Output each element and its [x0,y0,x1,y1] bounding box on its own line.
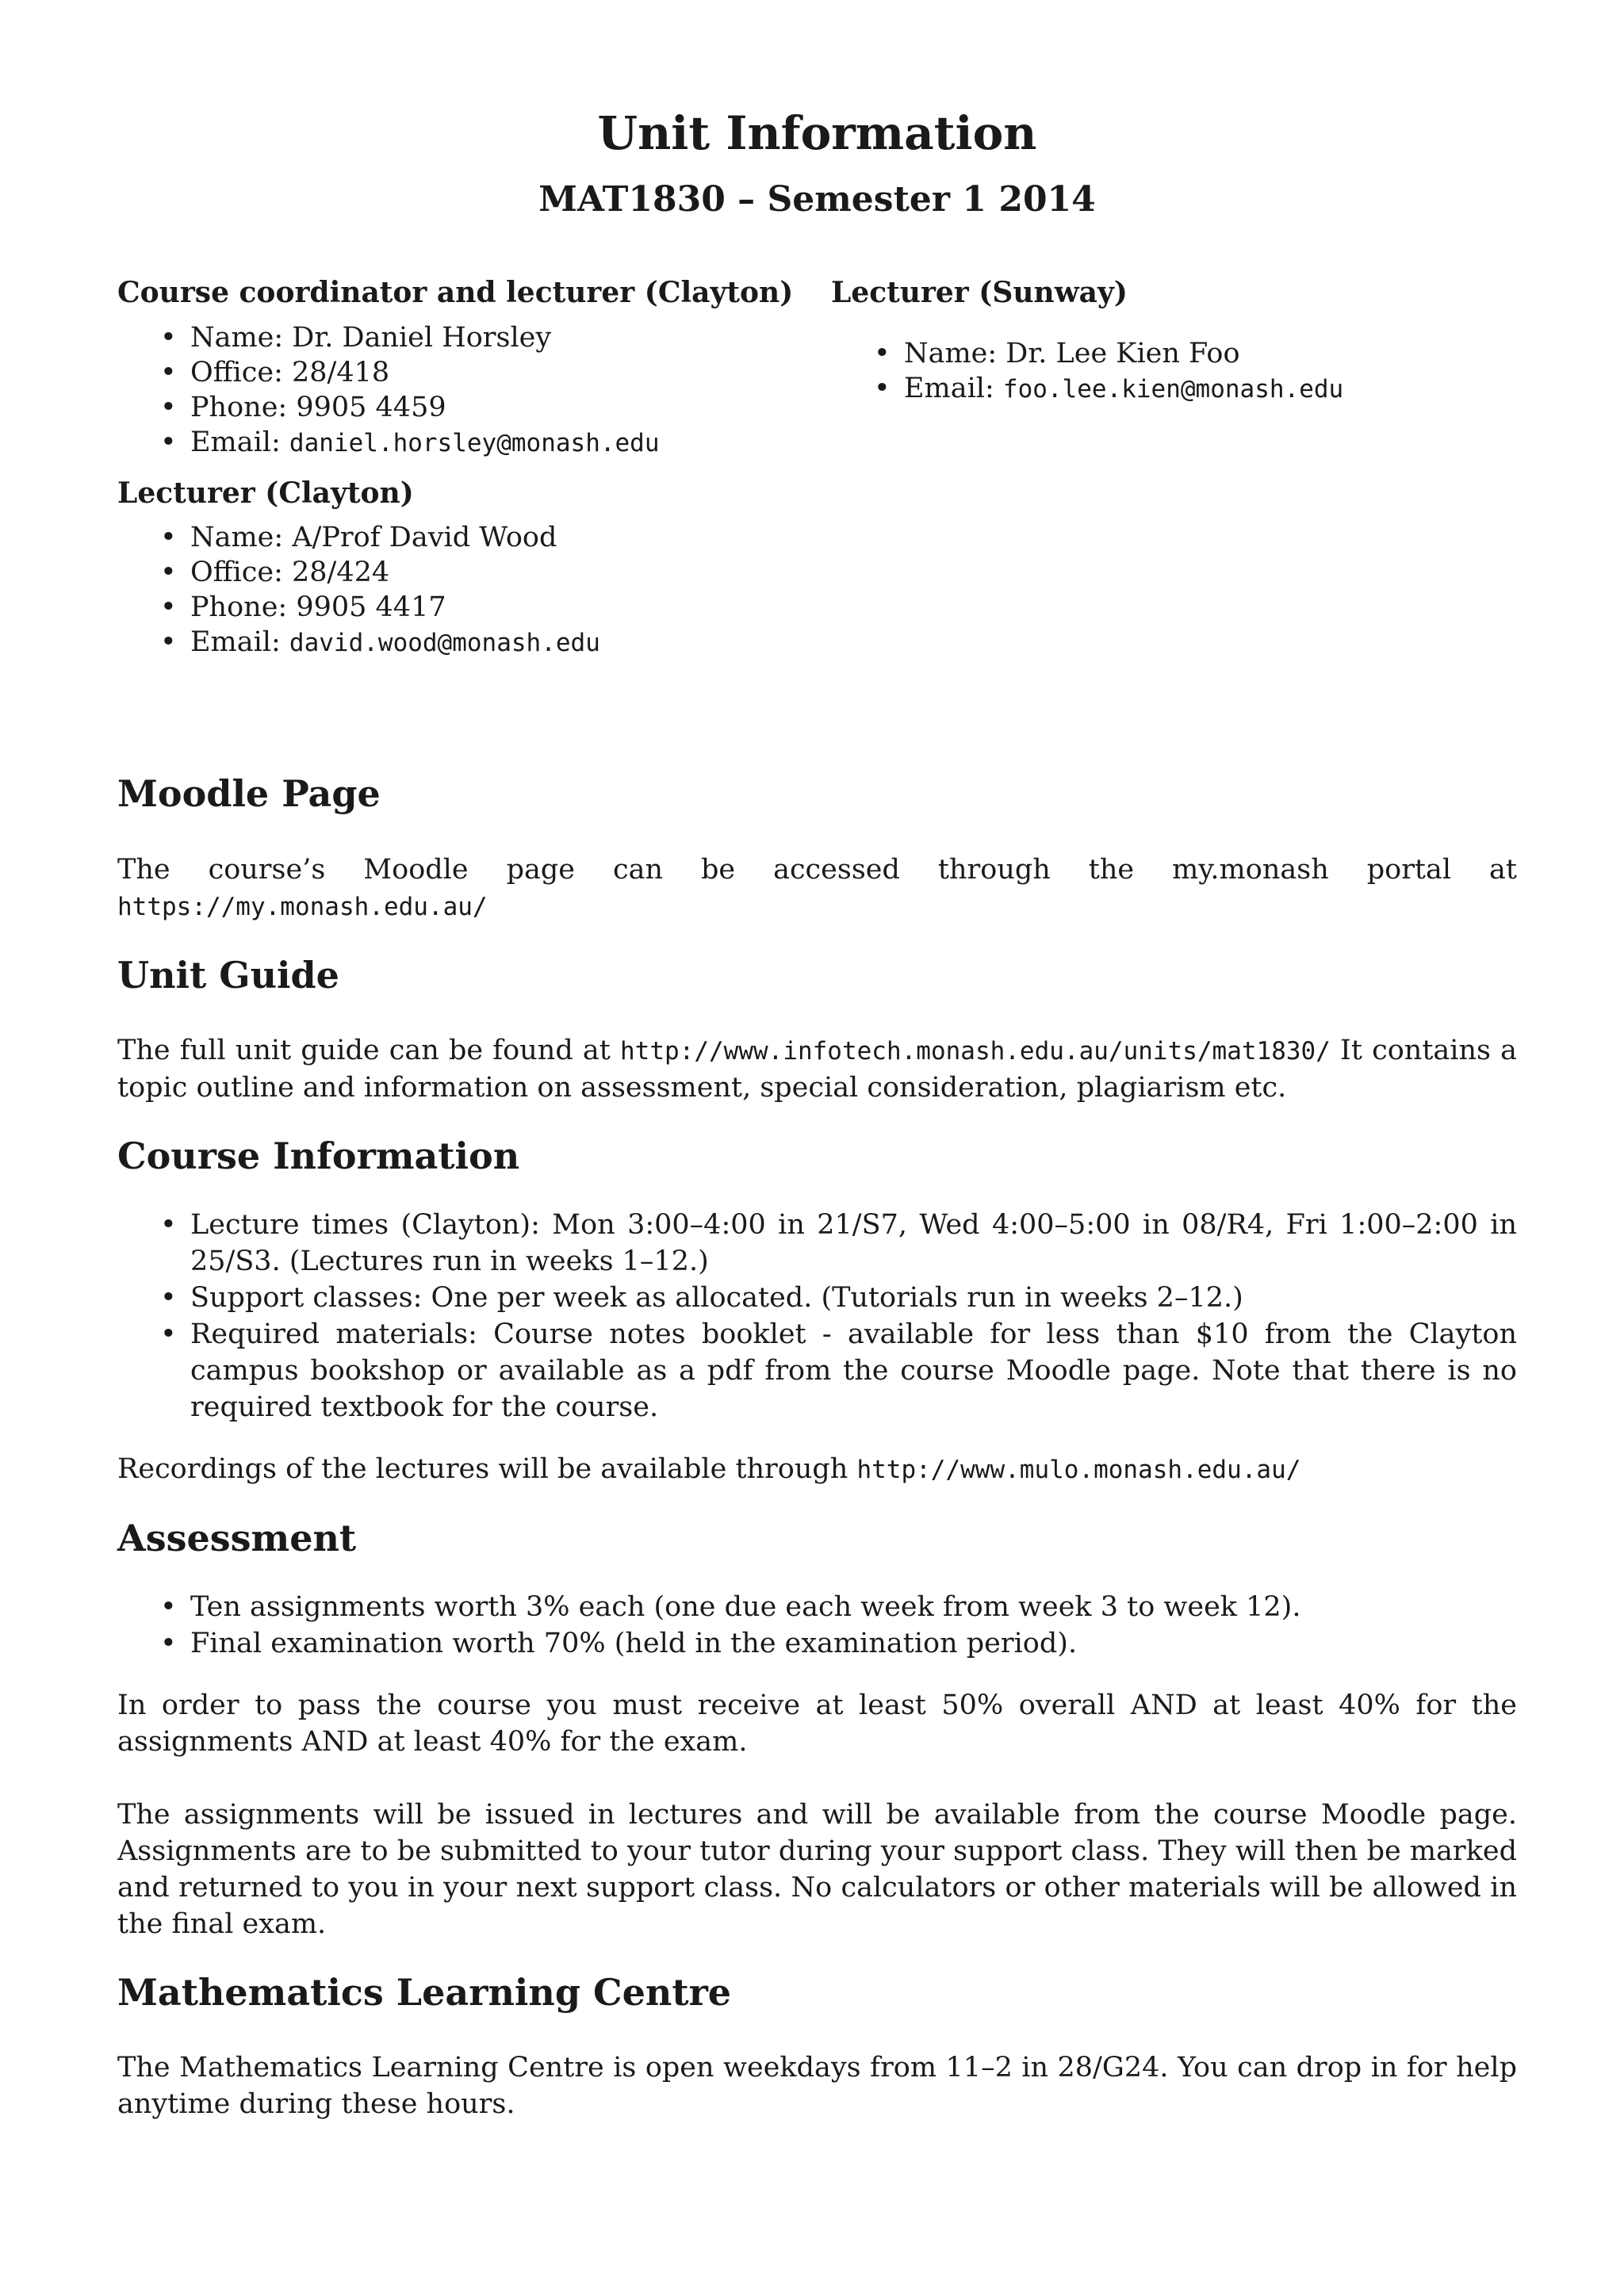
lecturer-sunway-details [831,336,1513,407]
coordinator-phone: • Phone: 9905 4459 [190,390,815,425]
assessment-item-assignments: • Ten assignments worth 3% each (one due each week from week 3 to week 12). [190,1589,1517,1625]
mlc-section [117,1971,1517,2122]
unit-guide-section [117,954,1517,1106]
contacts-right-column [831,276,1513,422]
assessment-list [117,1589,1517,1662]
unit-guide-link[interactable]: http://www.infotech.monash.edu.au/units/mat1830/ [620,1036,1331,1066]
coordinator-office: • Office: 28/418 [190,355,815,390]
course-info-list [117,1207,1517,1425]
unit-guide-heading: Unit Guide [117,953,339,997]
pass-requirements: In order to pass the course you must receive at least 50% overall AND at least 40% for the assignments AND at least 40% for the exam. [117,1689,1517,1758]
moodle-paragraph [117,851,1517,925]
moodle-text: The course’s Moodle page can be accessed through the my.monash portal at [117,853,1517,886]
lecturer-sunway-name: • Name: Dr. Lee Kien Foo [904,336,1513,371]
mlc-heading: Mathematics Learning Centre [117,1971,732,2015]
assessment-item-final-exam: • Final examination worth 70% (held in the examination period). [190,1625,1517,1662]
mlc-paragraph: The Mathematics Learning Centre is open weekdays from 11–2 in 28/G24. You can drop in for help anytime during these hours. [117,2052,1517,2121]
lecturer-sunway-heading: Lecturer (Sunway) [831,276,1128,310]
assessment-section [117,1517,1517,1942]
document-page [117,95,1517,2122]
lecturer-clayton-email[interactable]: david.wood@monash.edu [289,628,600,657]
page-subtitle: MAT1830 – Semester 1 2014 [538,178,1096,220]
lecturer-clayton-phone: • Phone: 9905 4417 [190,590,815,625]
contacts-left-column [117,276,815,675]
lecturer-clayton-details [117,520,815,660]
lecturer-sunway-email-item [904,371,1513,407]
coordinator-email-label: Email: [190,426,289,458]
coordinator-name: • Name: Dr. Daniel Horsley [190,320,815,355]
course-info-item-required-materials: • Required materials: Course notes booklet - available for less than $10 from the Clayton campus bookshop or available as a pdf from the course Moodle page. Note that there is no required textbook for the course. [190,1316,1517,1425]
moodle-heading: Moodle Page [117,772,381,816]
lecturer-clayton-heading: Lecturer (Clayton) [117,476,414,510]
lecturer-clayton-name: • Name: A/Prof David Wood [190,520,815,555]
moodle-section [117,772,1517,924]
recordings-link[interactable]: http://www.mulo.monash.edu.au/ [856,1455,1301,1484]
lecturer-clayton-email-item [190,625,815,660]
lecturer-sunway-email-label: Email: [904,372,1003,404]
moodle-link[interactable]: https://my.monash.edu.au/ [117,892,488,921]
assignment-submission: The assignments will be issued in lectures and will be available from the course Moodle page. Assignments are to be submitted to your tutor during your support class. They will then be marked and returned to you in your next support class. No calculators or other materials will be allowed in the final exam. [117,1799,1517,1941]
assessment-heading: Assessment [117,1516,357,1559]
recordings-paragraph [117,1451,1517,1488]
coordinator-heading: Course coordinator and lecturer (Clayton) [117,276,794,310]
course-info-section [117,1135,1517,1488]
unit-guide-paragraph [117,1032,1517,1106]
coordinator-email-item [190,425,815,461]
coordinator-details [117,320,815,461]
course-info-item-support-classes: • Support classes: One per week as allocated. (Tutorials run in weeks 2–12.) [190,1280,1517,1316]
unit-guide-text-before: The full unit guide can be found at [117,1034,621,1066]
course-info-heading: Course Information [117,1134,520,1177]
recordings-text: Recordings of the lectures will be available through [117,1452,857,1485]
coordinator-email[interactable]: daniel.horsley@monash.edu [289,428,660,457]
contacts-section [117,276,1517,744]
course-info-item-lecture-times: • Lecture times (Clayton): Mon 3:00–4:00 in 21/S7, Wed 4:00–5:00 in 08/R4, Fri 1:00–2:00 in 25/S3. (Lectures run in weeks 1–12.) [190,1207,1517,1280]
lecturer-clayton-email-label: Email: [190,626,289,658]
lecturer-clayton-office: • Office: 28/424 [190,555,815,590]
unit-guide-text-after: It contains a topic outline and information on assessment, special consideration, plagiarism etc. [117,1034,1517,1104]
lecturer-sunway-email[interactable]: foo.lee.kien@monash.edu [1002,374,1344,404]
page-title: Unit Information [597,106,1037,160]
